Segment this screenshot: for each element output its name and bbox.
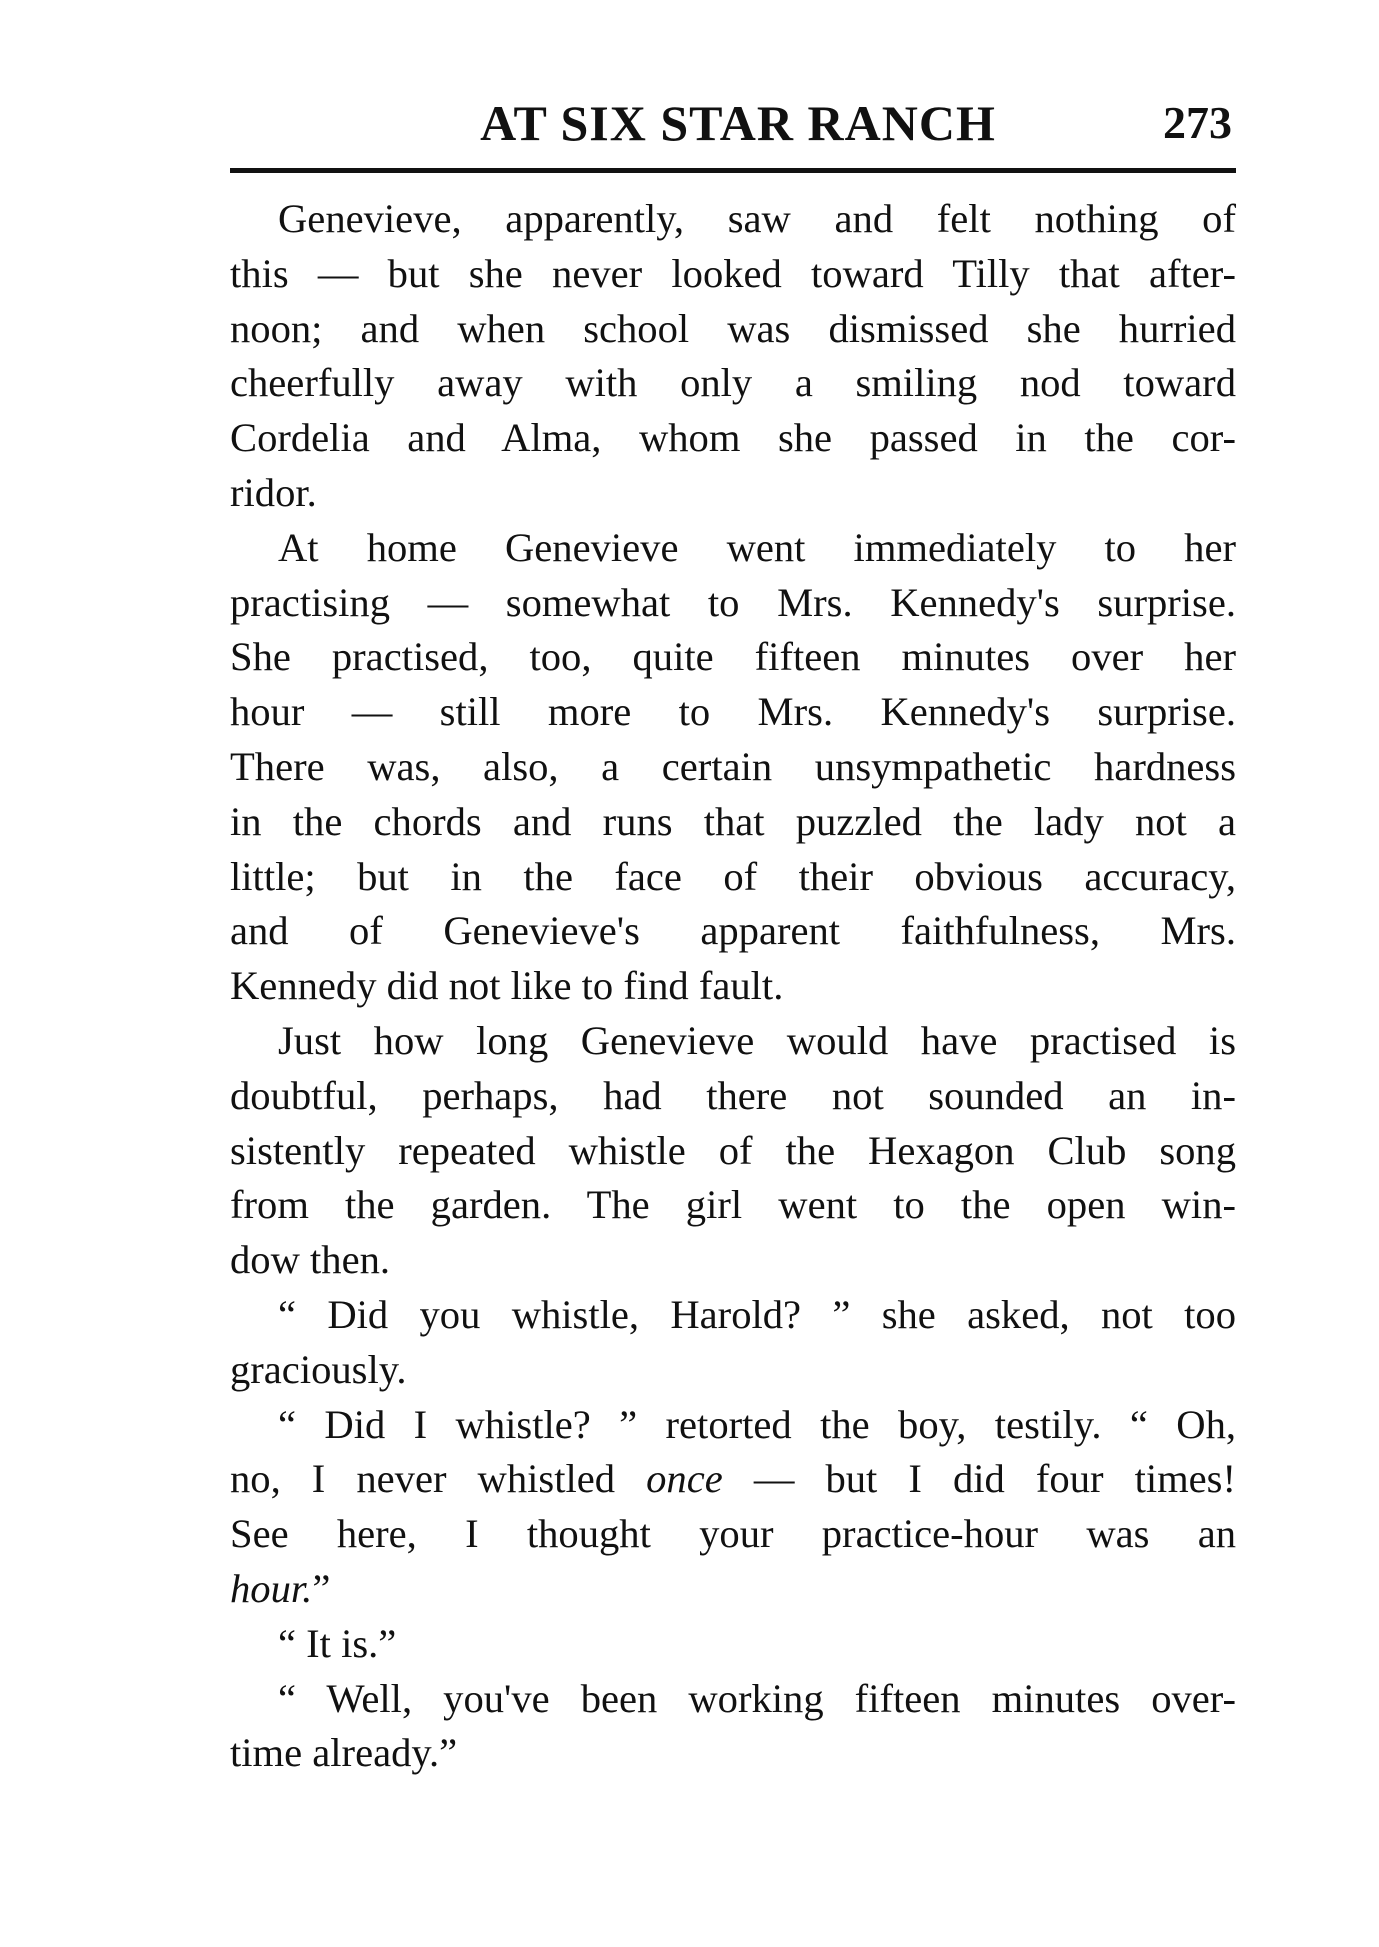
text-line: from the garden. The girl went to the open win- (230, 1182, 1236, 1228)
text-line: and of Genevieve's apparent faithfulness, Mrs. (230, 908, 1236, 954)
paragraph-6 (230, 1617, 1236, 1672)
text-line: in the chords and runs that puzzled the lady not a (230, 798, 1236, 844)
text-line: “ It is.” (278, 1620, 397, 1666)
text-line: this — but she never looked toward Tilly that after- (230, 250, 1236, 296)
text-line: cheerfully away with only a smiling nod toward (230, 360, 1236, 406)
text-line: There was, also, a certain unsympathetic hardness (230, 743, 1236, 789)
text-line (230, 1562, 1236, 1617)
body-text (230, 192, 1236, 1781)
page-number: 273 (1163, 97, 1232, 148)
text-line: doubtful, perhaps, had there not sounded an in- (230, 1072, 1236, 1118)
text-line: graciously. (230, 1346, 407, 1392)
paragraph-2 (230, 521, 1236, 1014)
paragraph-5 (230, 1398, 1236, 1617)
paragraph-1 (230, 192, 1236, 521)
paragraph-4 (230, 1288, 1236, 1398)
text-line: dow then. (230, 1237, 391, 1283)
header-rule (230, 168, 1236, 173)
text-line: “ Well, you've been working fifteen minutes over- (278, 1675, 1236, 1721)
text-line: Cordelia and Alma, whom she passed in the cor- (230, 415, 1236, 461)
text-line: time already.” (230, 1730, 458, 1776)
italic-word: hour. (230, 1565, 313, 1611)
text-line: “ Did you whistle, Harold? ” she asked, not too (278, 1291, 1236, 1337)
text-line: noon; and when school was dismissed she hurried (230, 305, 1236, 351)
italic-word: once (646, 1456, 723, 1502)
text-line: sistently repeated whistle of the Hexagon Club song (230, 1127, 1236, 1173)
running-title: AT SIX STAR RANCH (480, 95, 996, 151)
text-segment: ” (312, 1565, 331, 1611)
text-line: She practised, too, quite fifteen minutes over her (230, 634, 1236, 680)
text-line: hour — still more to Mrs. Kennedy's surprise. (230, 689, 1236, 735)
text-line: At home Genevieve went immediately to her (278, 524, 1236, 570)
text-line: Kennedy did not like to find fault. (230, 963, 784, 1009)
text-line: See here, I thought your practice-hour was an (230, 1511, 1236, 1557)
paragraph-7 (230, 1672, 1236, 1782)
text-line: ridor. (230, 469, 317, 515)
text-line (230, 1452, 1236, 1507)
paragraph-3 (230, 1014, 1236, 1288)
text-line: Genevieve, apparently, saw and felt nothing of (278, 196, 1236, 241)
page-header (230, 88, 1236, 158)
text-segment: no, I never whistled (230, 1456, 647, 1502)
text-line: Just how long Genevieve would have practised is (278, 1017, 1236, 1063)
text-segment: — but I did four times! (722, 1456, 1236, 1502)
text-line: little; but in the face of their obvious accuracy, (230, 853, 1236, 899)
text-line: practising — somewhat to Mrs. Kennedy's surprise. (230, 579, 1236, 625)
text-line: “ Did I whistle? ” retorted the boy, testily. “ Oh, (278, 1401, 1236, 1447)
